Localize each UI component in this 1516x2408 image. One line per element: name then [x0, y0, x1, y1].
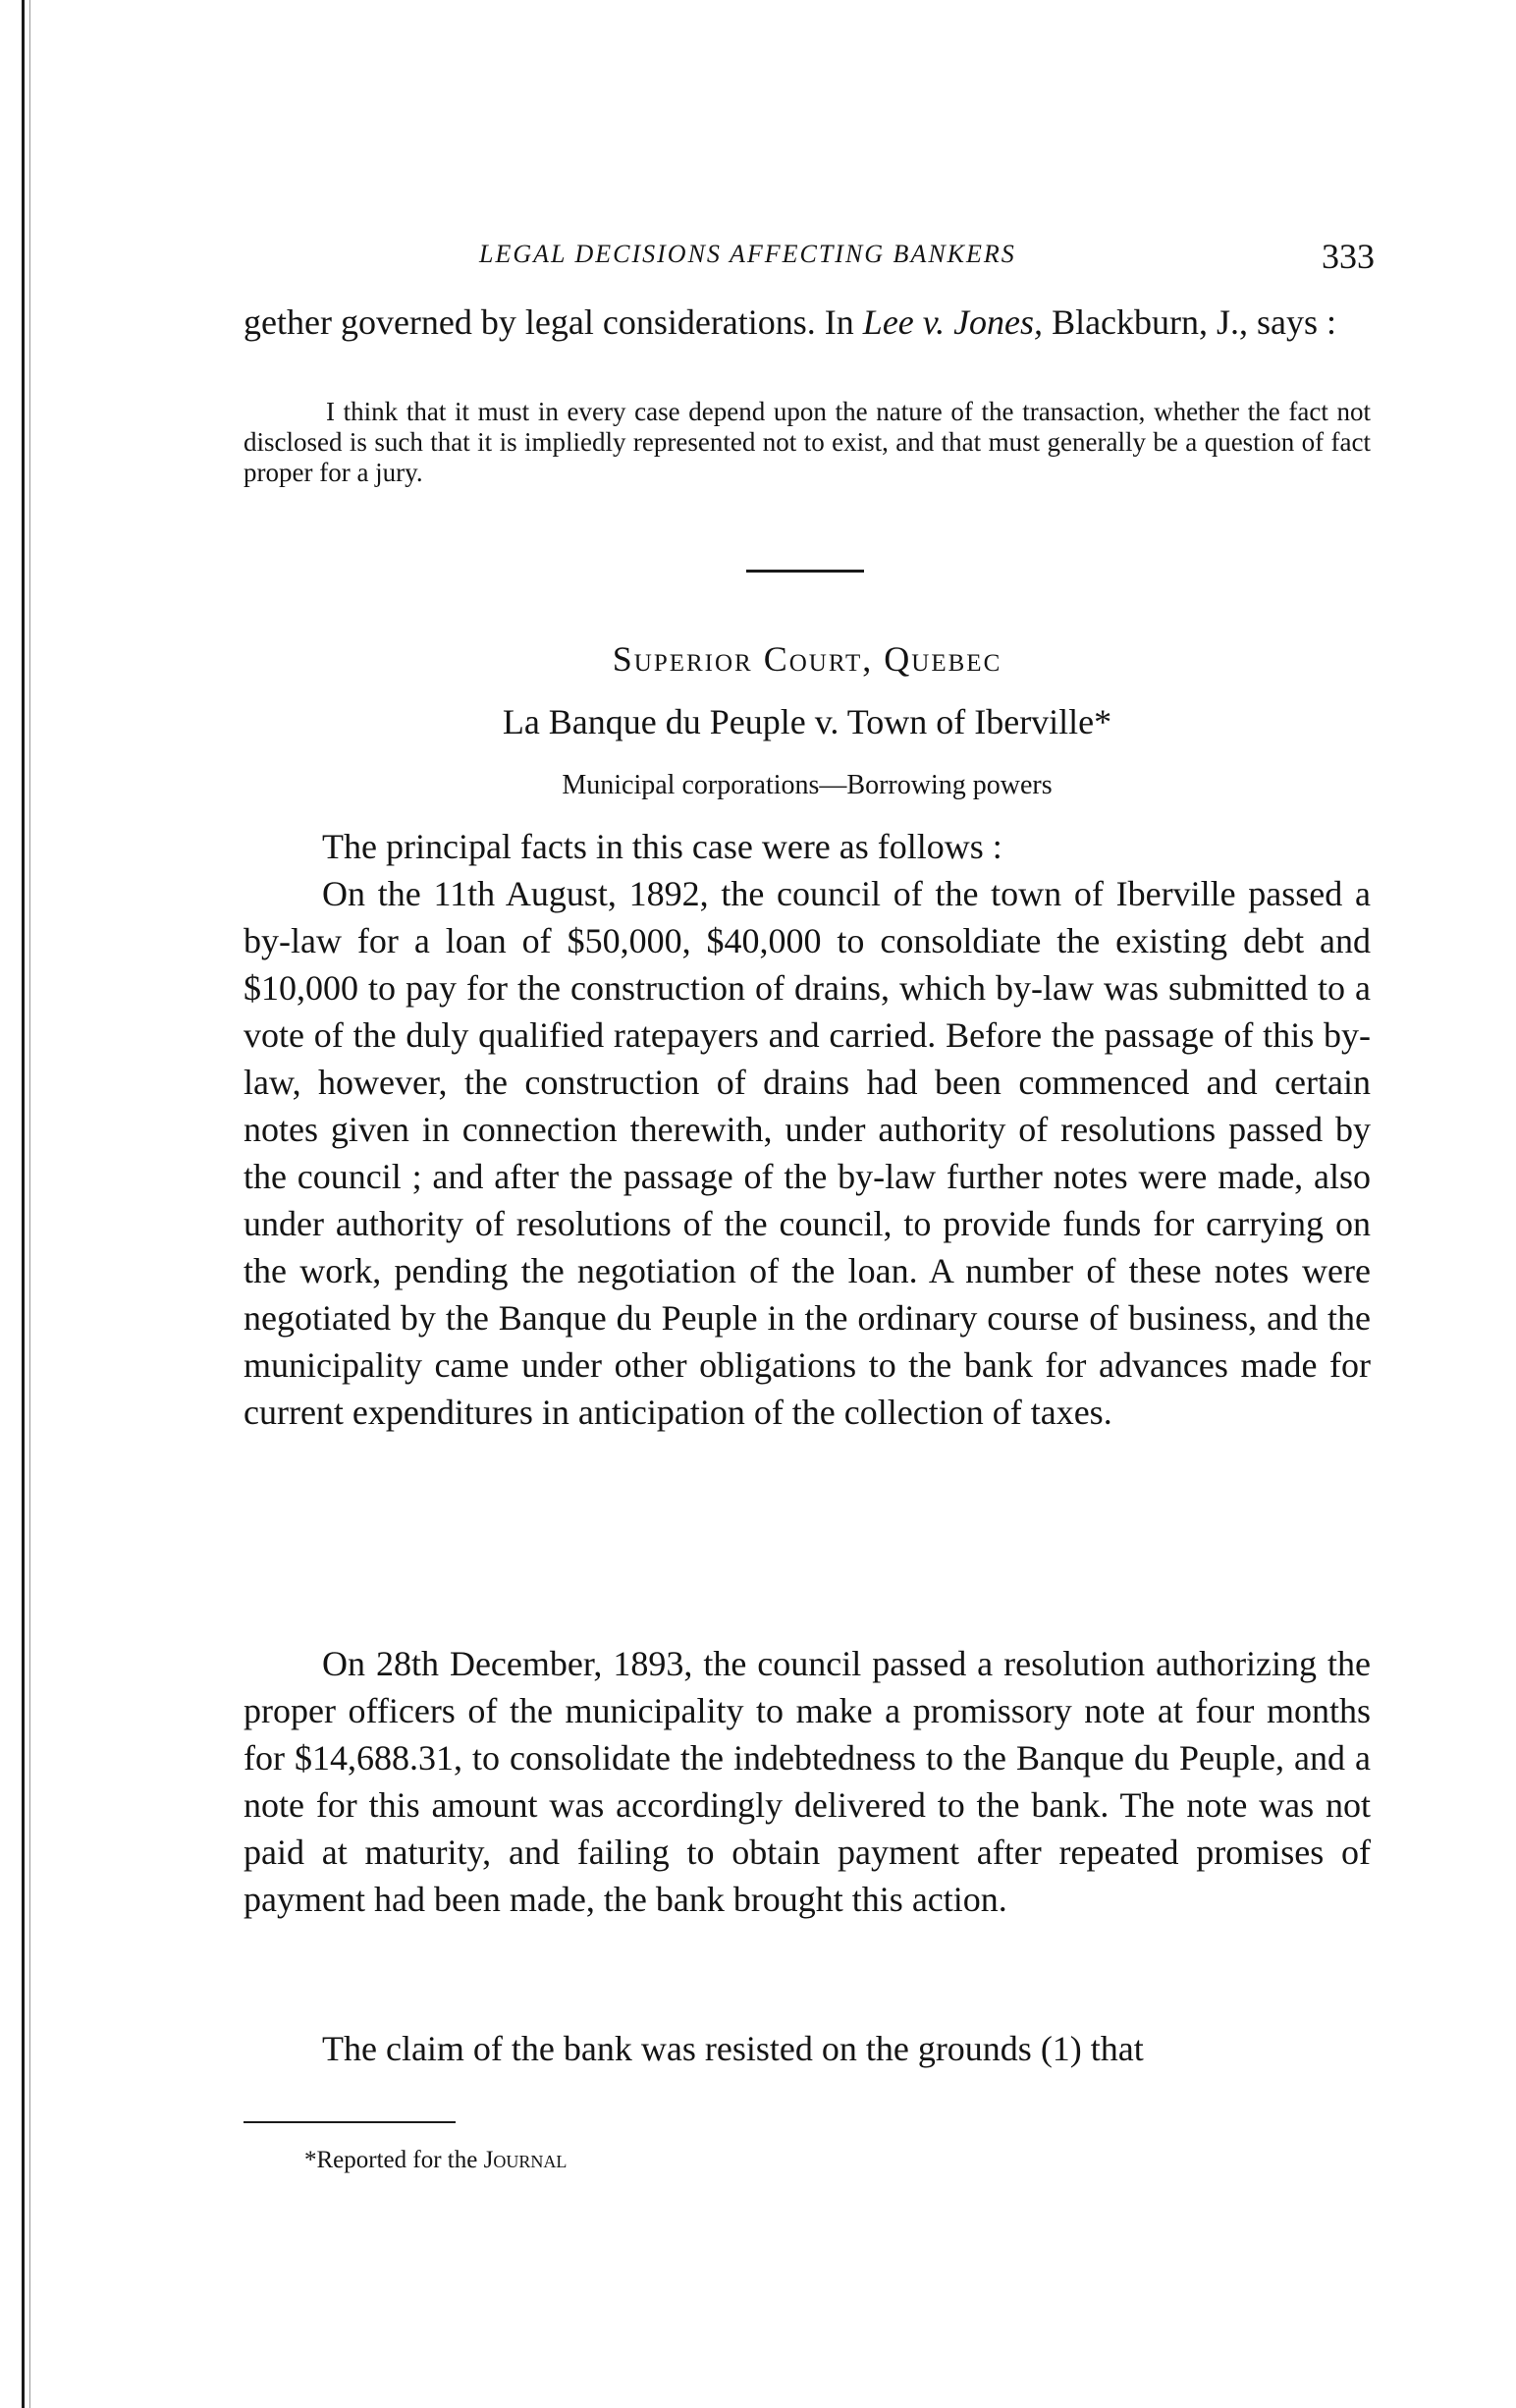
court-heading: Superior Court, Quebec	[612, 639, 1002, 679]
footnote-rule	[244, 2121, 456, 2123]
opening-paragraph	[244, 299, 1371, 346]
footnote	[304, 2147, 567, 2174]
binding-edge	[22, 0, 25, 2408]
footnote-prefix: *Reported for the	[304, 2147, 484, 2173]
paragraph-1: The principal facts in this case were as follows :	[322, 827, 1002, 866]
case-title: La Banque du Peuple v. Town of Iberville*	[502, 702, 1112, 741]
paragraph-4: The claim of the bank was resisted on the grounds (1) that	[322, 2029, 1144, 2068]
paragraph-2: On the 11th August, 1892, the council of the town of Iberville passed a by-law for a loan of $50,000, $40,000 to consoldiate the existing debt and $10,000 to pay for the construction of drains, which by-law was submitted to a vote of the duly qualified ratepayers and carried. Before the passage of this by-law, however, the construction of drains had been commenced and certain notes given in connection therewith, under authority of resolutions passed by the council ; and after the passage of the by-law further notes were made, also under authority of resolutions of the council, to provide funds for carrying on the work, pending the negotiation of the loan. A number of these notes were negotiated by the Banque du Peuple in the ordinary course of business, and the municipality came under other obligations to the bank for advances made for current expenditures in anticipation of the collection of taxes.	[244, 874, 1371, 1432]
opening-text-before: gether governed by legal considerations. In	[244, 302, 863, 342]
page-number: 333	[1322, 237, 1375, 276]
case-citation: Lee v. Jones,	[862, 302, 1044, 342]
section-divider	[746, 570, 864, 573]
footnote-journal: Journal	[483, 2147, 568, 2173]
running-title: LEGAL DECISIONS AFFECTING BANKERS	[479, 240, 1016, 268]
opening-text-after: Blackburn, J., says :	[1043, 302, 1337, 342]
block-quote: I think that it must in every case depend upon the nature of the transaction, whether the fact not disclosed is such that it is impliedly represented not to exist, and that must generally be a question of fact proper for a jury.	[244, 397, 1371, 487]
running-head	[245, 236, 1375, 279]
paragraph-3: On 28th December, 1893, the council passed a resolution authorizing the proper officers of the municipality to make a promissory note at four months for $14,688.31, to consolidate the indebtedness to the Banque du Peuple, and a note for this amount was accordingly delivered to the bank. The note was not paid at maturity, and failing to obtain payment after repeated promises of payment had been made, the bank brought this action.	[244, 1644, 1371, 1919]
binding-shadow	[29, 0, 30, 2408]
case-subject: Municipal corporations—Borrowing powers	[562, 770, 1053, 800]
